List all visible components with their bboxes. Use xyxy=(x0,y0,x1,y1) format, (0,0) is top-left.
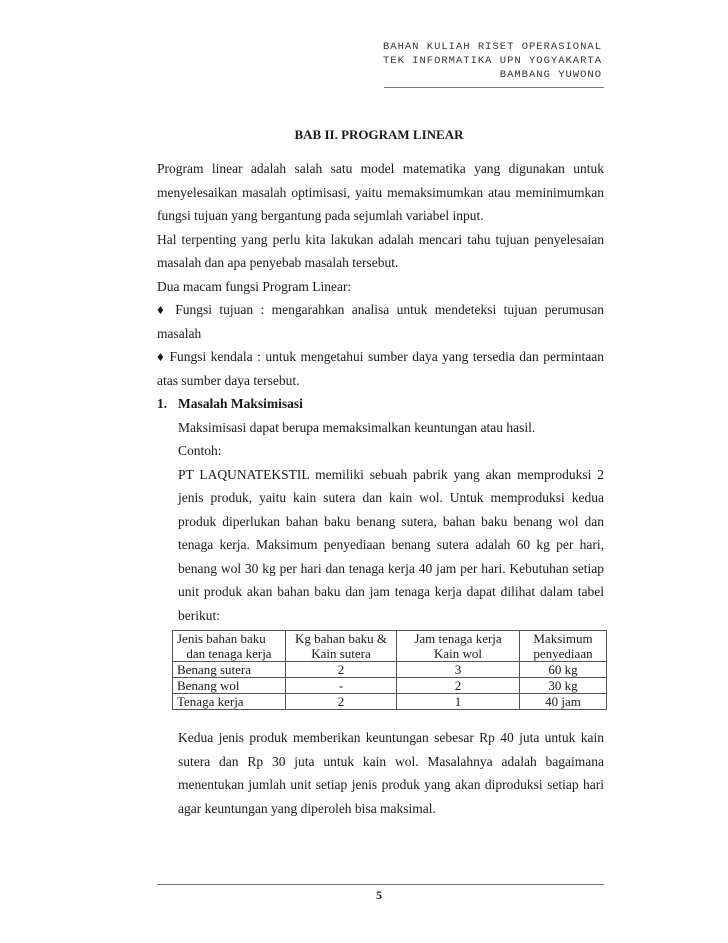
paragraph-line: fungsi tujuan yang bergantung pada sejumlah variabel input. xyxy=(157,208,484,223)
section-line: unit produk akan bahan baku dan jam tenaga kerja dapat dilihat dalam tabel xyxy=(178,584,604,599)
closing-paragraph xyxy=(178,726,604,820)
table-cell: 30 kg xyxy=(520,678,607,694)
paragraph-line: agar keuntungan yang diperoleh bisa maksimal. xyxy=(178,800,436,816)
paragraph-line: Dua macam fungsi Program Linear: xyxy=(157,278,352,294)
resource-table xyxy=(172,630,607,710)
table-cell: Tenaga kerja xyxy=(173,694,286,710)
table-cell: 2 xyxy=(397,678,520,694)
header-line-3: BAMBANG YUWONO xyxy=(499,69,602,81)
paragraph-line: menyelesaikan masalah optimisasi, yaitu memaksimumkan atau meminimumkan xyxy=(157,184,604,200)
paragraph-line: Hal terpenting yang perlu kita lakukan adalah mencari tahu tujuan penyelesaian xyxy=(157,231,604,247)
section-line: Contoh: xyxy=(178,443,222,458)
table-row xyxy=(173,694,607,710)
paragraph-line: menentukan jumlah unit setiap jenis produk yang akan diproduksi setiap hari xyxy=(178,777,604,792)
paragraph-line: Kedua jenis produk memberikan keuntungan sebesar Rp 40 juta untuk kain xyxy=(178,730,604,745)
page-number: 5 xyxy=(376,888,382,902)
section-line: berikut: xyxy=(178,607,220,623)
section-heading xyxy=(157,392,604,416)
document-body xyxy=(157,157,604,627)
section-line: produk diperlukan bahan baku benang sutera, bahan baku benang wol dan xyxy=(178,513,604,529)
section-line: benang wol 30 kg per hari dan tenaga kerja 40 jam per hari. Kebutuhan setiap xyxy=(178,560,604,576)
table-header-cell: Maksimum penyediaan xyxy=(520,631,607,662)
chapter-title: BAB II. PROGRAM LINEAR xyxy=(294,127,464,142)
bullet-item-fungsi-kendala: ♦ Fungsi kendala : untuk mengetahui sumber daya yang tersedia dan permintaan xyxy=(157,349,604,364)
table-row xyxy=(173,662,607,678)
table-header-cell: Kg bahan baku & Kain sutera xyxy=(286,631,397,662)
footer-divider xyxy=(157,884,604,885)
header-line-2: TEK INFORMATIKA UPN YOGYAKARTA xyxy=(382,55,602,67)
header-divider xyxy=(384,87,604,88)
section-line: tenaga kerja. Maksimum penyediaan benang sutera adalah 60 kg per hari, xyxy=(178,537,604,552)
section-line: Maksimisasi dapat berupa memaksimalkan keuntungan atau hasil. xyxy=(178,419,536,435)
table-header-row xyxy=(173,631,607,662)
section-line: PT LAQUNATEKSTIL memiliki sebuah pabrik yang akan memproduksi 2 xyxy=(178,466,604,482)
section-line: jenis produk, yaitu kain sutera dan kain wol. Untuk memproduksi kedua xyxy=(178,490,604,505)
table-cell: 2 xyxy=(286,694,397,710)
table-row xyxy=(173,678,607,694)
paragraph-line: Program linear adalah salah satu model matematika yang digunakan untuk xyxy=(157,161,604,176)
section-number: 1. xyxy=(157,396,168,411)
table-cell: 60 kg xyxy=(520,662,607,678)
table-cell: Benang sutera xyxy=(173,662,286,678)
paragraph-line: masalah dan apa penyebab masalah tersebut. xyxy=(157,255,399,270)
paragraph-line: atas sumber daya tersebut. xyxy=(157,372,300,388)
table-cell: 2 xyxy=(286,662,397,678)
table-cell: 40 jam xyxy=(520,694,607,710)
table-header-cell: Jam tenaga kerja Kain wol xyxy=(397,631,520,662)
paragraph-line: masalah xyxy=(157,325,202,341)
table-header-cell: Jenis bahan baku dan tenaga kerja xyxy=(173,631,286,662)
section-title: Masalah Maksimisasi xyxy=(178,396,303,411)
table-cell: Benang wol xyxy=(173,678,286,694)
running-header xyxy=(383,40,602,82)
bullet-item-fungsi-tujuan: ♦ Fungsi tujuan : mengarahkan analisa untuk mendeteksi tujuan perumusan xyxy=(157,302,604,317)
table-cell: 1 xyxy=(397,694,520,710)
header-line-1: BAHAN KULIAH RISET OPERASIONAL xyxy=(382,41,602,53)
table-cell: 3 xyxy=(397,662,520,678)
paragraph-line: sutera dan Rp 30 juta untuk kain wol. Masalahnya adalah bagaimana xyxy=(178,753,604,769)
table-cell: - xyxy=(286,678,397,694)
